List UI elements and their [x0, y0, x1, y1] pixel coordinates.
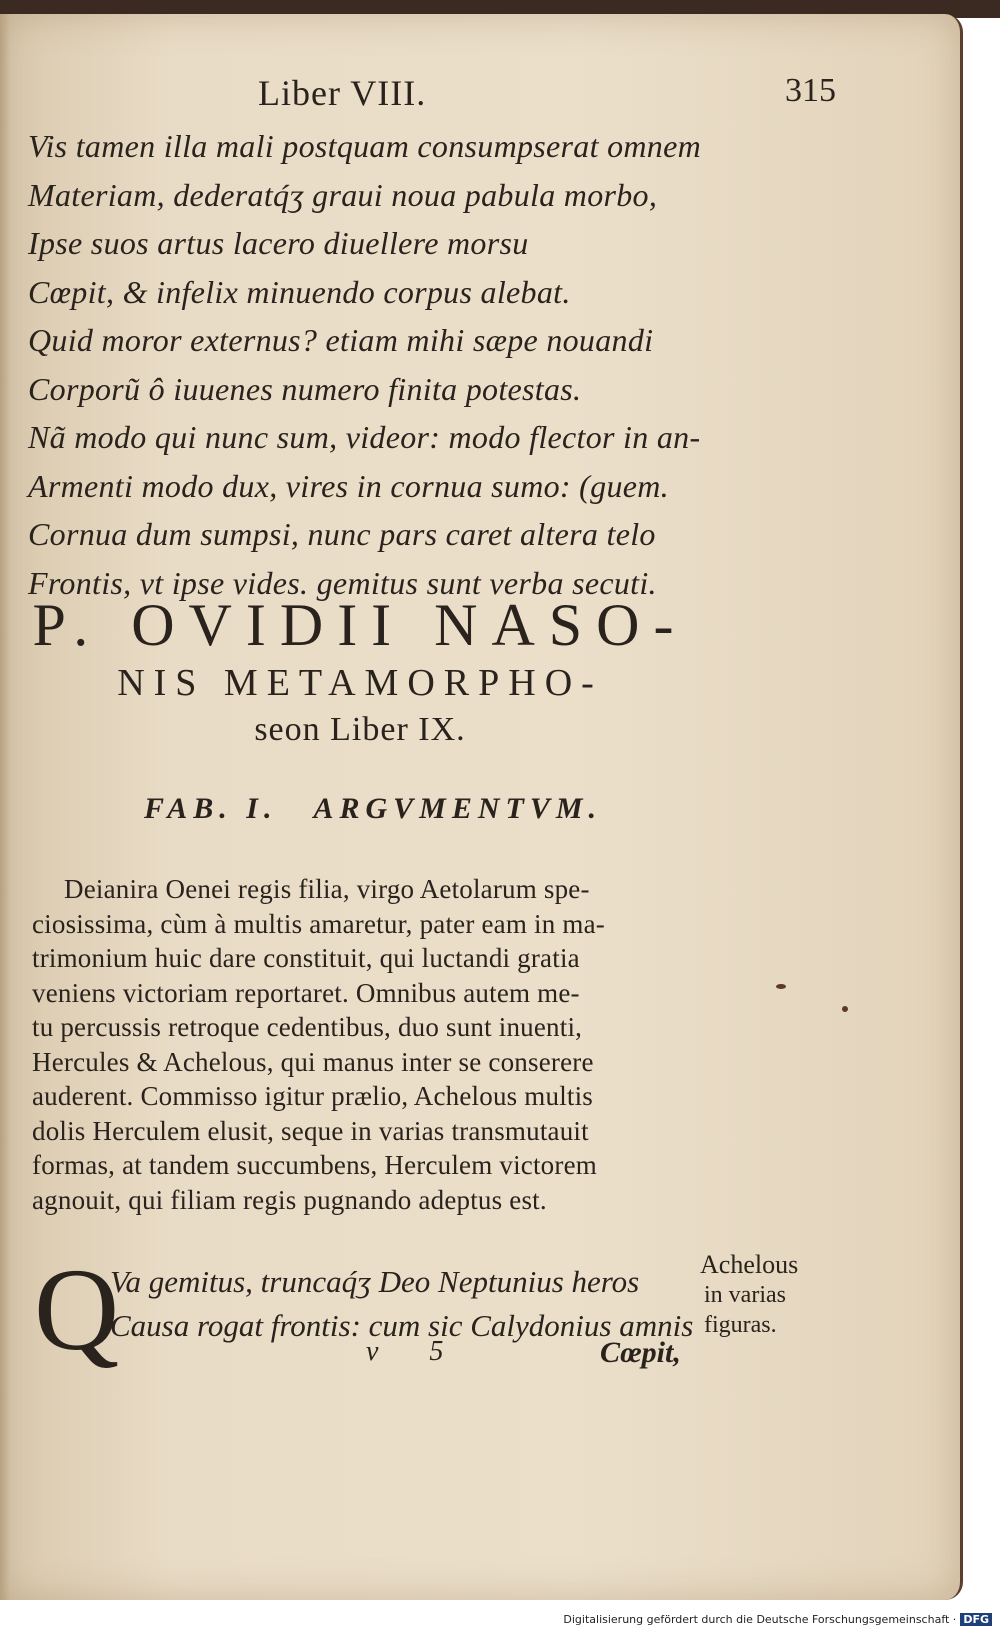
ink-spot	[842, 1006, 848, 1012]
catchword: Cœpit,	[600, 1336, 681, 1369]
argument-line: Hercules & Achelous, qui manus inter se conserere	[32, 1046, 594, 1077]
page-footer	[0, 1336, 720, 1376]
verse-line: Corporũ ô iuuenes numero finita potestas.	[28, 370, 582, 407]
fable-number: FAB. I.	[144, 792, 278, 825]
argumentum-label: ARGVMENTVM.	[313, 792, 603, 825]
argument-line: trimonium huic dare constituit, qui luctandi gratia	[32, 943, 580, 973]
argument-paragraph	[32, 872, 712, 1217]
argument-line: auderent. Commisso igitur prælio, Achelous multis	[32, 1081, 594, 1111]
ink-spot	[776, 984, 786, 989]
dfg-logo: DFG	[960, 1613, 992, 1626]
verse-block	[28, 122, 728, 607]
drop-capital: Q	[34, 1244, 120, 1375]
argument-line: formas, at tandem succumbens, Herculem victorem	[32, 1150, 597, 1180]
digitization-credit	[563, 1613, 992, 1626]
verse-line: Ipse suos artus lacero diuellere morsu	[28, 225, 529, 261]
opening-line-2: Causa rogat frontis: cum sic Calydonius amnis	[110, 1308, 694, 1343]
running-head: Liber VIII.	[258, 73, 427, 113]
verse-line: Cœpit, & infelix minuendo corpus alebat.	[28, 273, 571, 310]
verse-line: Armenti modo dux, vires in cornua sumo: (guem.	[28, 467, 669, 504]
page-header	[0, 72, 960, 122]
verse-line: Frontis, vt ipse vides. gemitus sunt verba secuti.	[28, 564, 657, 601]
credit-text: Digitalisierung gefördert durch die Deutsche Forschungsgemeinschaft ·	[563, 1613, 957, 1626]
title-line-3: seon Liber IX.	[254, 711, 466, 748]
marginal-note-line: Achelous	[700, 1250, 799, 1279]
marginal-note-line: in varias	[704, 1282, 786, 1308]
opening-verses	[110, 1260, 710, 1348]
verse-line: Materiam, dederatq́ʒ graui noua pabula morbo,	[28, 176, 658, 213]
title-line-1: P. OVIDII NASO-	[32, 592, 688, 658]
argument-line: ciosissima, cùm à multis amaretur, pater eam in ma-	[32, 908, 605, 939]
fable-heading	[144, 792, 638, 826]
verse-line: Nã modo qui nunc sum, videor: modo flector in an-	[28, 419, 701, 455]
argument-line: dolis Herculem elusit, seque in varias transmutauit	[32, 1115, 589, 1146]
opening-line-1: Va gemitus, truncaq́ʒ Deo Neptunius heros	[110, 1264, 640, 1299]
marginal-note	[700, 1250, 840, 1340]
page-number: 315	[785, 72, 836, 109]
marginal-note-line: figuras.	[704, 1312, 777, 1338]
argument-line: agnouit, qui filiam regis pugnando adeptus est.	[32, 1184, 547, 1215]
argument-line: veniens victoriam reportaret. Omnibus autem me-	[32, 977, 580, 1008]
verse-line: Cornua dum sumpsi, nunc pars caret altera telo	[28, 516, 656, 552]
argument-line: tu percussis retroque cedentibus, duo sunt inuenti,	[32, 1012, 583, 1042]
signature-mark: v 5	[366, 1336, 466, 1367]
verse-line: Vis tamen illa mali postquam consumpserat omnem	[28, 128, 702, 164]
argument-line: Deianira Oenei regis filia, virgo Aetolarum spe-	[64, 874, 590, 904]
title-line-2: NIS METAMORPHO-	[117, 662, 603, 704]
book-title	[0, 592, 720, 752]
verse-line: Quid moror externus? etiam mihi sæpe nouandi	[28, 322, 654, 358]
